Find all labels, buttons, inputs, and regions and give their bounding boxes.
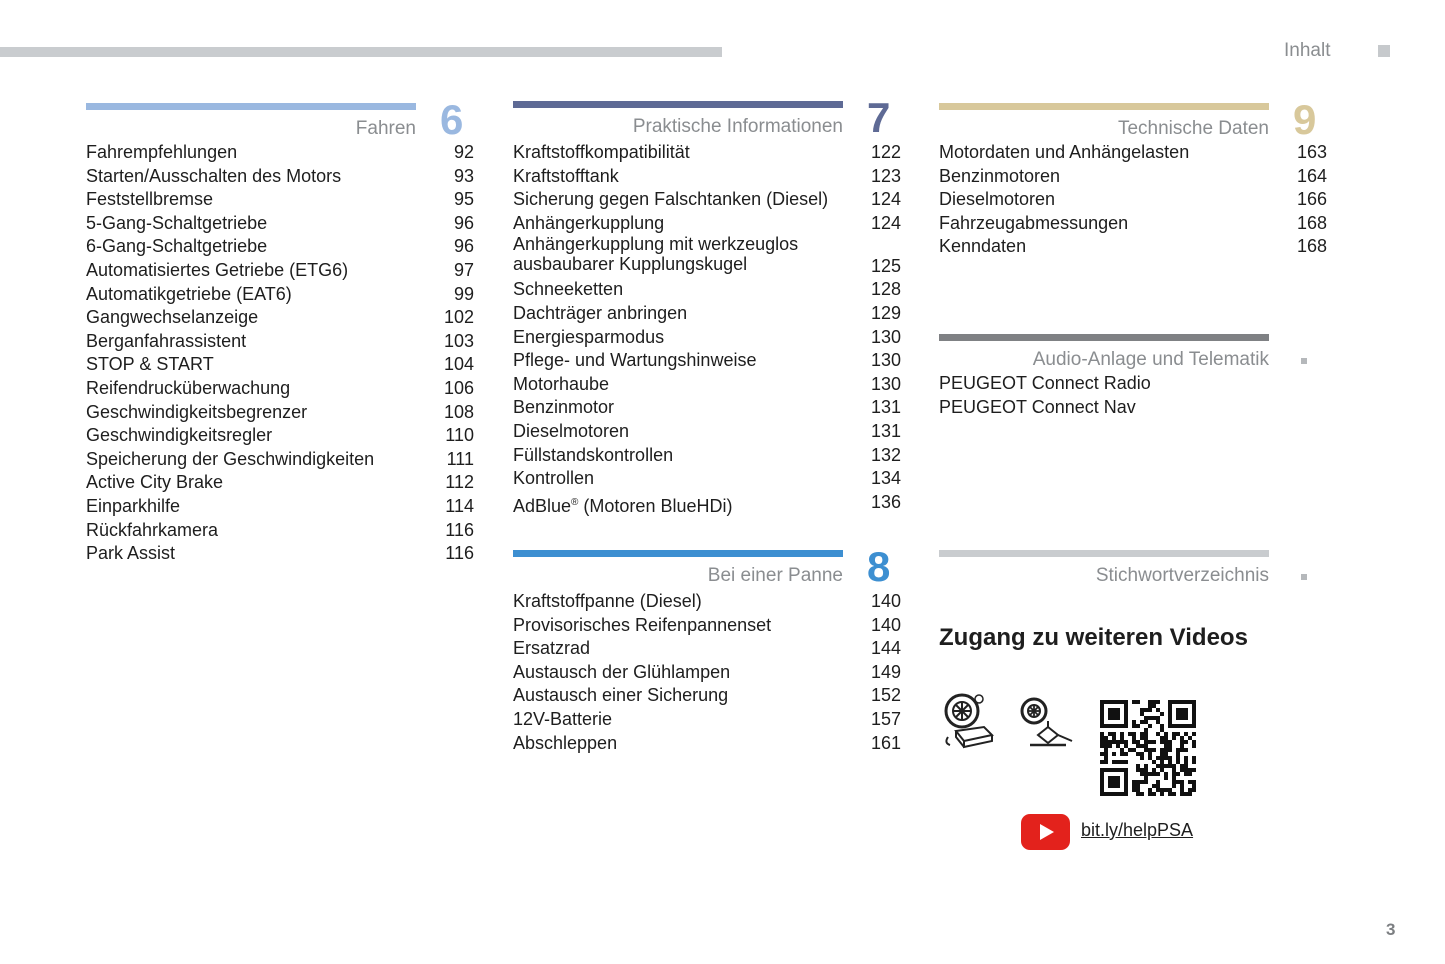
- toc-entry-page: 140: [870, 591, 901, 611]
- toc-entry-label: Provisorisches Reifenpannenset: [513, 614, 772, 635]
- toc-entry-label: Energiesparmodus: [513, 326, 665, 347]
- toc-entry[interactable]: [86, 283, 474, 307]
- toc-entry-page: 108: [443, 401, 474, 422]
- toc-entry[interactable]: [86, 448, 474, 472]
- toc-entry-page: 106: [443, 377, 474, 398]
- toc-entry-page: 112: [445, 472, 474, 493]
- toc-entry-label: 12V-Batterie: [513, 708, 613, 729]
- toc-entry-label: Kraftstofftank: [513, 165, 619, 186]
- toc-entry-page: 144: [870, 638, 901, 659]
- toc-entry-page: 164: [1296, 165, 1327, 186]
- toc-entry-page: 99: [453, 283, 474, 304]
- toc-entry-label: PEUGEOT Connect Radio: [939, 373, 1151, 393]
- toc-entry[interactable]: [513, 491, 901, 515]
- toc-entry-label: Austausch einer Sicherung: [513, 685, 729, 706]
- toc-entry-page: 130: [870, 326, 901, 347]
- toc-entry-label: Reifendrucküberwachung: [86, 377, 291, 398]
- toc-entry[interactable]: [513, 141, 901, 165]
- toc-entry-page: 130: [870, 373, 901, 394]
- toc-entry[interactable]: [513, 326, 901, 350]
- toc-entry[interactable]: [86, 353, 474, 377]
- toc-entry[interactable]: [513, 467, 901, 491]
- jack-wheel-icon[interactable]: [1018, 697, 1074, 751]
- toc-entry-label: Dieselmotoren: [939, 189, 1056, 210]
- toc-entry-label: Active City Brake: [86, 472, 224, 493]
- toc-entry-page: 114: [445, 495, 474, 516]
- section-bar: [939, 334, 1269, 341]
- section-number: 8: [867, 543, 891, 590]
- toc-entry-label: Füllstandskontrollen: [513, 444, 674, 465]
- toc-entry[interactable]: [513, 349, 901, 373]
- toc-entry-label: Automatisiertes Getriebe (ETG6): [86, 259, 349, 280]
- toc-entry[interactable]: [939, 235, 1327, 259]
- toc-entry-label: Schneeketten: [513, 279, 624, 300]
- toc-entry-label: Abschleppen: [513, 732, 618, 753]
- toc-entry[interactable]: [939, 372, 1327, 396]
- toc-entry-label: Anhängerkupplung mit werkzeuglos ausbaubarer Kupplungskugel: [513, 234, 799, 274]
- toc-entry-label: Einparkhilfe: [86, 495, 181, 516]
- toc-entry-page: 123: [870, 165, 901, 186]
- toc-entry[interactable]: [513, 302, 901, 326]
- toc-entry-label: Starten/Ausschalten des Motors: [86, 165, 342, 186]
- section-title[interactable]: Stichwortverzeichnis: [1095, 565, 1269, 586]
- toc-entry[interactable]: [86, 235, 474, 259]
- toc-entry-label: Dieselmotoren: [513, 420, 630, 441]
- toc-entry[interactable]: [86, 188, 474, 212]
- toc-entry-page: 149: [870, 661, 901, 682]
- toc-entry-label: Park Assist: [86, 543, 176, 564]
- toc-entry[interactable]: [513, 165, 901, 189]
- toc-entry-label: Benzinmotoren: [939, 165, 1061, 186]
- toc-entry-label: Kraftstoffpanne (Diesel): [513, 591, 702, 611]
- section-title[interactable]: Audio-Anlage und Telematik: [1032, 349, 1269, 370]
- section-title[interactable]: Technische Daten: [1117, 118, 1269, 139]
- toc-entry[interactable]: [939, 141, 1327, 165]
- toc-entry-label: AdBlue® (Motoren BlueHDi): [513, 495, 733, 516]
- toc-entry[interactable]: [939, 396, 1327, 420]
- toc-entry[interactable]: [513, 373, 901, 397]
- toc-entry[interactable]: [513, 590, 901, 614]
- toc-entry[interactable]: [513, 188, 901, 212]
- section-bar: [939, 550, 1269, 557]
- toc-entry[interactable]: [513, 614, 901, 638]
- toc-entry[interactable]: [513, 278, 901, 302]
- section-bar: [939, 103, 1269, 110]
- toc-entry-label: Feststellbremse: [86, 189, 214, 210]
- toc-entry[interactable]: [86, 377, 474, 401]
- toc-entry-page: 102: [443, 307, 474, 328]
- qr-code-icon[interactable]: [1100, 700, 1196, 796]
- toc-entry[interactable]: [939, 165, 1327, 189]
- toc-entry[interactable]: [939, 212, 1327, 236]
- toc-entry-page: 103: [443, 330, 474, 351]
- toc-entry-page: 96: [453, 212, 474, 233]
- toc-entry[interactable]: [86, 424, 474, 448]
- toc-entry-page: 92: [453, 142, 474, 162]
- toc-entry-label: Geschwindigkeitsbegrenzer: [86, 401, 308, 422]
- toc-entry-page: 136: [870, 491, 901, 512]
- toc-entry[interactable]: [513, 708, 901, 732]
- toc-entry[interactable]: [86, 141, 474, 165]
- section-bar: [86, 103, 416, 110]
- toc-entry-label: 6-Gang-Schaltgetriebe: [86, 236, 268, 257]
- toc-entry[interactable]: [86, 401, 474, 425]
- toc-entry-page: 130: [870, 350, 901, 371]
- toc-entry-page: 140: [870, 614, 901, 635]
- toc-entry-page: 128: [870, 279, 901, 300]
- toc-list: [513, 590, 901, 755]
- toc-entry-label: Speicherung der Geschwindigkeiten: [86, 448, 375, 469]
- toc-entry[interactable]: [86, 165, 474, 189]
- page-number: 3: [1386, 920, 1396, 939]
- toc-entry[interactable]: [513, 444, 901, 468]
- toc-entry-label: Fahrempfehlungen: [86, 142, 238, 162]
- toc-entry-label: Rückfahrkamera: [86, 519, 219, 540]
- toc-entry[interactable]: [86, 306, 474, 330]
- section-number: 7: [867, 94, 891, 141]
- toc-entry-label: Kraftstoffkompatibilität: [513, 142, 690, 162]
- toc-list: [939, 141, 1327, 259]
- toc-entry-label: Sicherung gegen Falschtanken (Diesel): [513, 189, 829, 210]
- toc-entry-label: Kenndaten: [939, 236, 1027, 257]
- toc-entry-page: 122: [870, 142, 901, 162]
- toc-entry-page: 96: [453, 236, 474, 257]
- toc-entry-page: 157: [870, 708, 901, 729]
- section-bar: [513, 101, 843, 108]
- toc-entry-page: 93: [453, 165, 474, 186]
- toc-entry-page: 129: [870, 302, 901, 323]
- toc-entry-label: PEUGEOT Connect Nav: [939, 396, 1136, 417]
- toc-entry-label: Benzinmotor: [513, 397, 615, 418]
- toc-entry[interactable]: [86, 330, 474, 354]
- toc-list: [939, 372, 1327, 419]
- toc-entry-page: 168: [1296, 212, 1327, 233]
- section-square-icon: [1301, 574, 1307, 580]
- toc-entry-page: 97: [453, 259, 474, 280]
- toc-entry[interactable]: [513, 637, 901, 661]
- videos-title: Zugang zu weiteren Videos: [939, 624, 1248, 651]
- header-label[interactable]: Inhalt: [1284, 40, 1331, 61]
- toc-entry-label: Motorhaube: [513, 373, 610, 394]
- toc-entry[interactable]: [513, 420, 901, 444]
- section-number: 6: [440, 96, 464, 143]
- toc-entry-page: 111: [446, 448, 474, 469]
- toc-entry-label: Kontrollen: [513, 468, 595, 489]
- toc-entry-label: Berganfahrassistent: [86, 330, 247, 351]
- toc-entry-label: Gangwechselanzeige: [86, 307, 259, 328]
- header-square-icon: [1378, 45, 1390, 57]
- toc-entry[interactable]: [513, 732, 901, 756]
- section-square-icon: [1301, 358, 1307, 364]
- section-bar: [513, 550, 843, 557]
- toc-entry-label: Austausch der Glühlampen: [513, 661, 731, 682]
- toc-entry-label: Anhängerkupplung: [513, 212, 665, 233]
- toc-entry[interactable]: [86, 259, 474, 283]
- toc-entry-page: 132: [870, 444, 901, 465]
- toc-entry[interactable]: [86, 495, 474, 519]
- toc-entry-page: 166: [1296, 189, 1327, 210]
- top-rule: [0, 47, 722, 57]
- section-title[interactable]: Fahren: [355, 118, 416, 139]
- youtube-icon[interactable]: [1021, 814, 1070, 850]
- toc-entry-label: Geschwindigkeitsregler: [86, 425, 273, 446]
- toc-entry-page: 152: [870, 685, 901, 706]
- toc-entry-page: 131: [870, 420, 901, 441]
- toc-entry-page: 163: [1296, 142, 1327, 162]
- toc-entry-label: 5-Gang-Schaltgetriebe: [86, 212, 268, 233]
- toc-list: [513, 141, 901, 514]
- toc-entry-page: 134: [870, 468, 901, 489]
- section-title[interactable]: Praktische Informationen: [632, 116, 843, 137]
- toc-entry[interactable]: [513, 684, 901, 708]
- toc-entry[interactable]: [86, 212, 474, 236]
- toc-entry-page: 125: [870, 255, 901, 276]
- toc-entry-page: 124: [870, 189, 901, 210]
- toc-entry-page: 104: [443, 354, 474, 375]
- toc-entry-label: Fahrzeugabmessungen: [939, 212, 1129, 233]
- toc-entry[interactable]: [513, 235, 901, 278]
- tyre-repair-kit-icon[interactable]: [942, 693, 994, 751]
- toc-entry-page: 124: [870, 212, 901, 233]
- toc-entry[interactable]: [86, 471, 474, 495]
- toc-entry-label: Automatikgetriebe (EAT6): [86, 283, 292, 304]
- toc-entry[interactable]: [513, 661, 901, 685]
- toc-entry[interactable]: [513, 212, 901, 236]
- toc-entry-page: 110: [445, 425, 474, 446]
- toc-entry-label: Pflege- und Wartungshinweise: [513, 350, 757, 371]
- toc-entry[interactable]: [939, 188, 1327, 212]
- toc-entry-page: 95: [453, 189, 474, 210]
- help-link[interactable]: bit.ly/helpPSA: [1081, 820, 1194, 840]
- toc-entry-label: Dachträger anbringen: [513, 302, 688, 323]
- toc-list: [86, 141, 474, 566]
- toc-entry-label: STOP & START: [86, 354, 214, 375]
- toc-entry-page: 116: [445, 519, 474, 540]
- toc-entry[interactable]: [86, 519, 474, 543]
- section-number: 9: [1293, 96, 1317, 143]
- toc-entry-page: 161: [870, 732, 901, 753]
- toc-entry-label: Motordaten und Anhängelasten: [939, 142, 1190, 162]
- toc-entry-page: 116: [445, 543, 474, 564]
- toc-entry[interactable]: [86, 542, 474, 566]
- toc-entry-page: 131: [870, 397, 901, 418]
- toc-entry[interactable]: [513, 396, 901, 420]
- toc-entry-page: 168: [1296, 236, 1327, 257]
- section-title[interactable]: Bei einer Panne: [707, 565, 843, 586]
- toc-entry-label: Ersatzrad: [513, 638, 591, 659]
